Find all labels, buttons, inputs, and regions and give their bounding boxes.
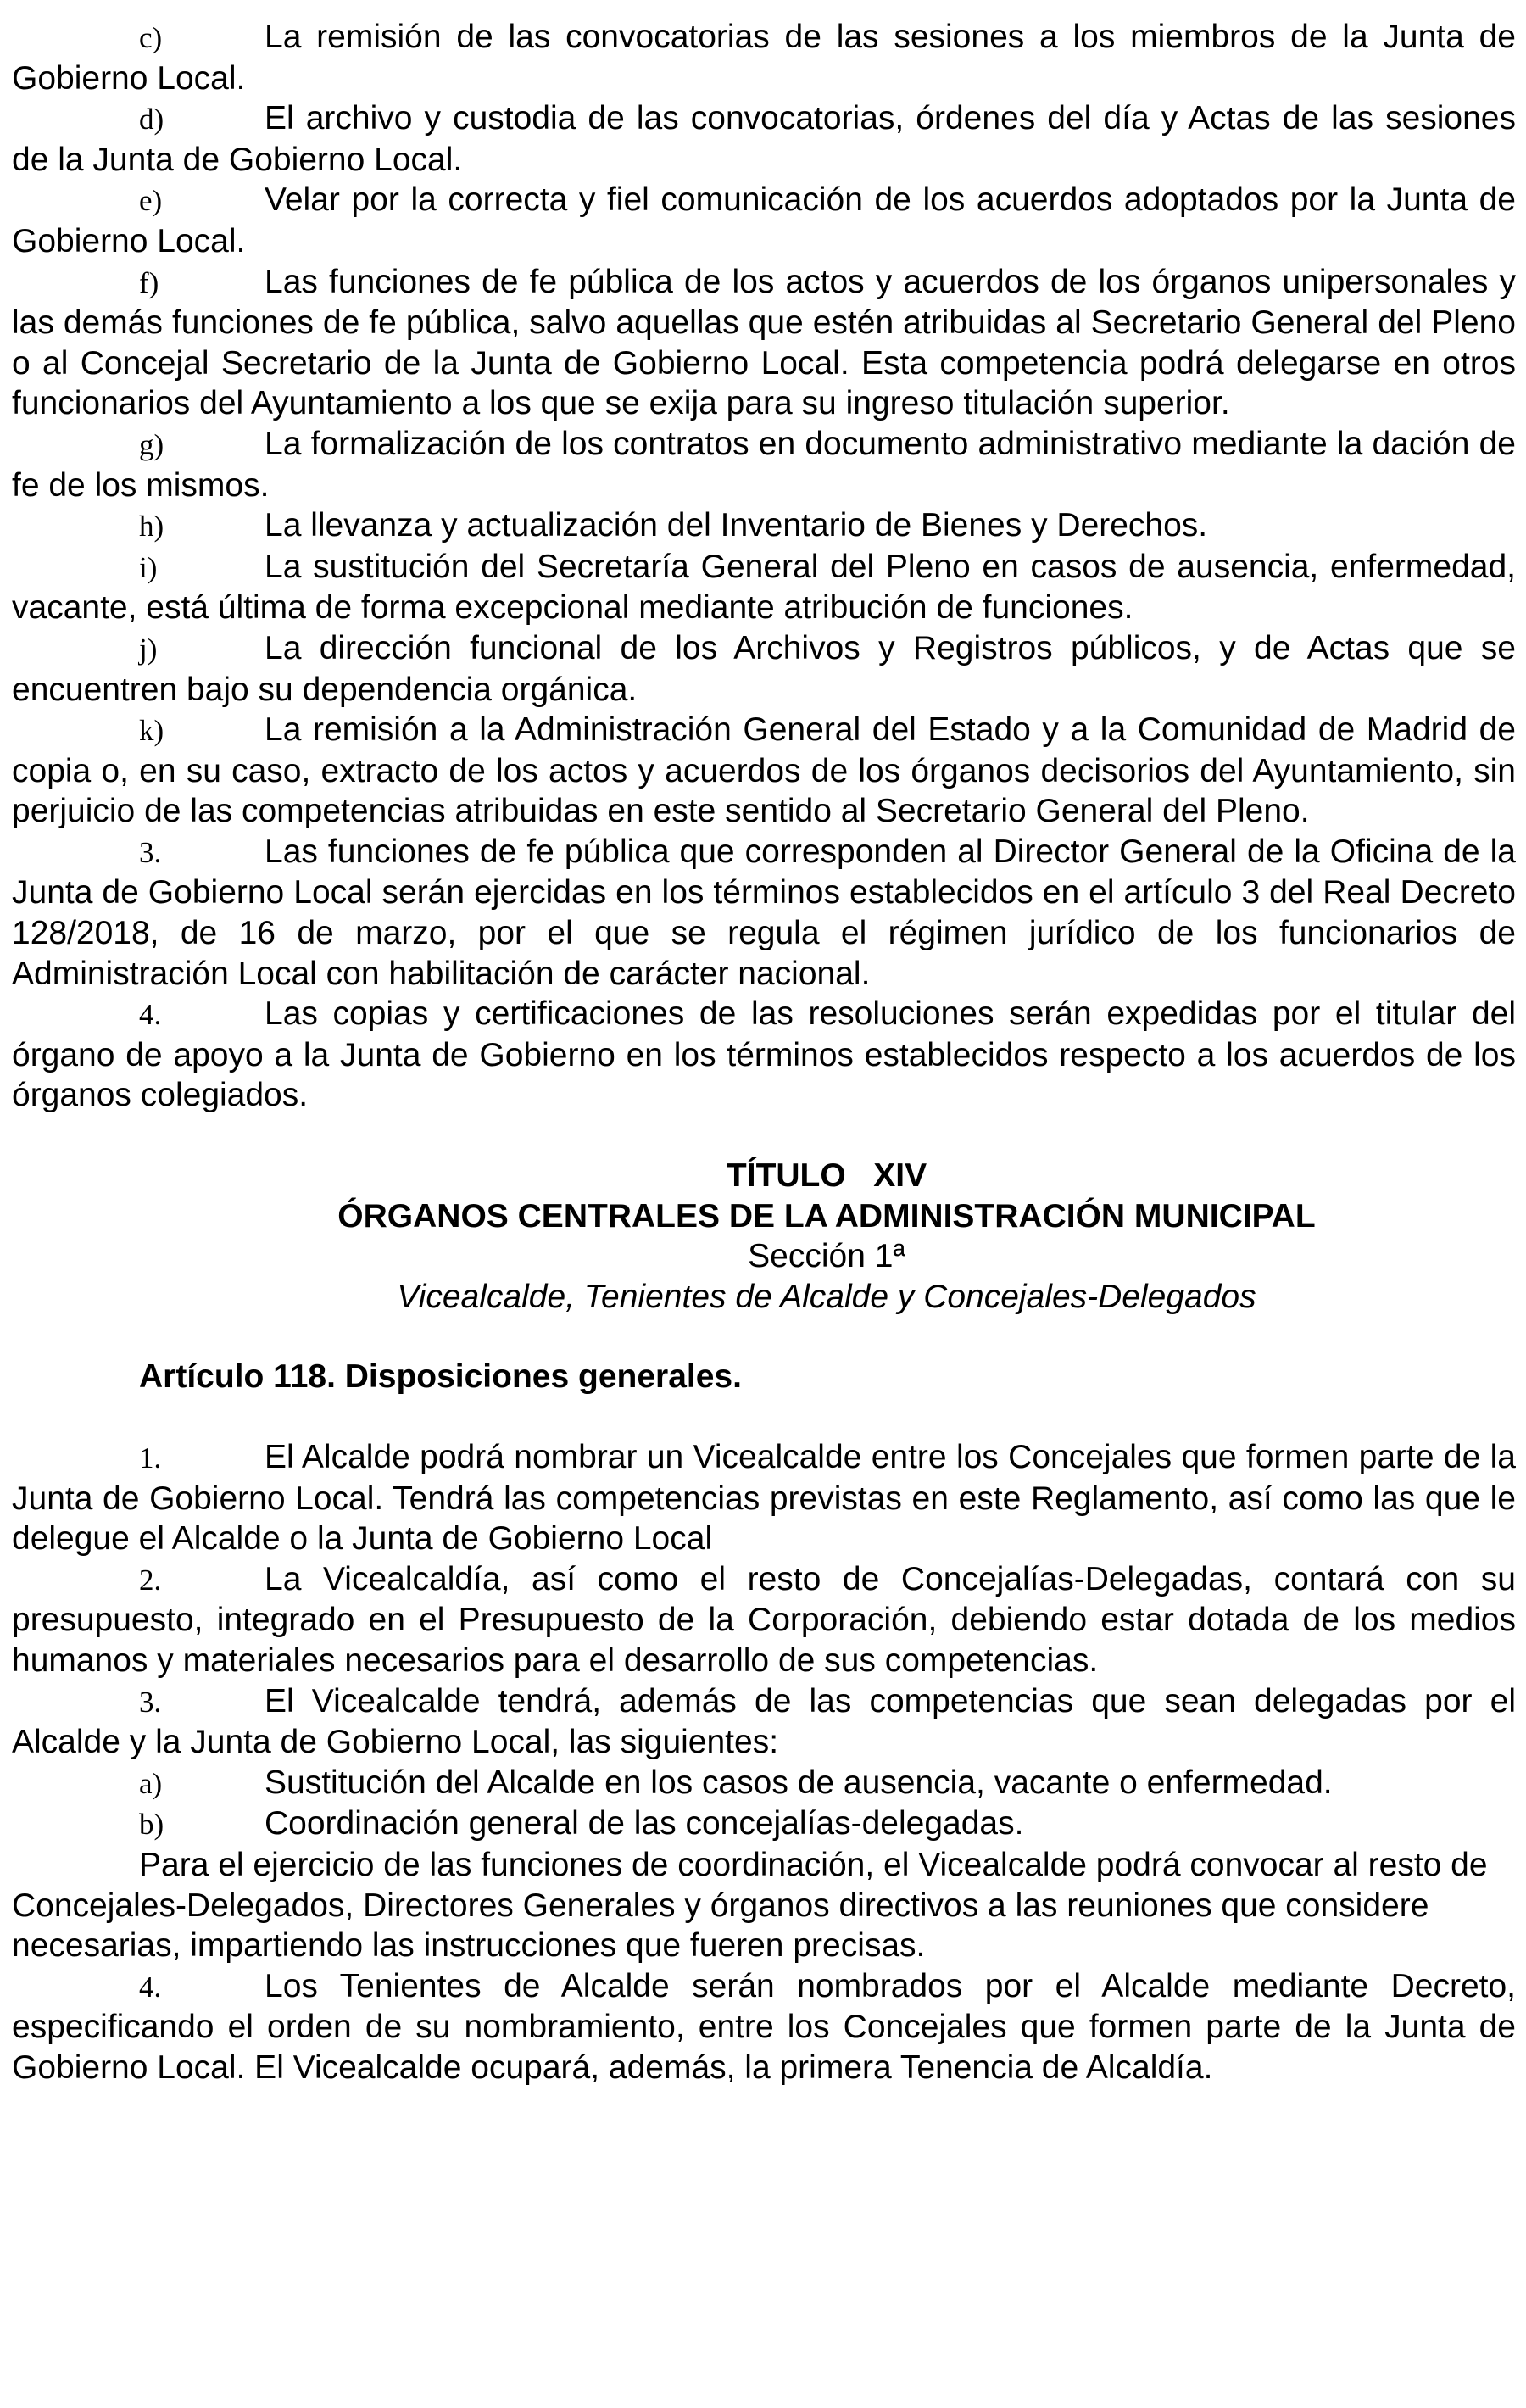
section-label: Sección 1ª xyxy=(748,1238,905,1275)
list-marker: h) xyxy=(139,510,164,543)
list-marker: 1. xyxy=(139,1441,162,1474)
list-item xyxy=(12,1763,1516,1804)
list-item xyxy=(12,17,1516,98)
list-item-text: Las funciones de fe pública que corresponden al Director General de la Oficina de la Junta de Gobierno Local serán ejercidas en los términos establecidos en el artículo 3 del Real Decreto 128/2018, de 16 de marzo, por el que se regula el régimen jurídico de los funcionarios de Administración Local con habilitación de carácter nacional. xyxy=(12,833,1516,992)
list-item xyxy=(12,424,1516,505)
list-item xyxy=(12,1803,1516,1845)
section-subtitle: Vicealcalde, Tenientes de Alcalde y Concejales-Delegados xyxy=(397,1278,1256,1315)
list-item-text: La Vicealcaldía, así como el resto de Concejalías-Delegadas, contará con su presupuesto, integrado en el Presupuesto de la Corporación, debiendo estar dotada de los medios humanos y materiales necesarios para el desarrollo de sus competencias. xyxy=(12,1560,1516,1679)
list-marker: 3. xyxy=(139,835,162,869)
article-heading: Artículo 118. Disposiciones generales. xyxy=(139,1358,742,1396)
list-marker: 4. xyxy=(139,1970,162,2004)
list-marker: c) xyxy=(139,21,163,54)
list-item xyxy=(12,505,1516,547)
coordination-paragraph: Para el ejercicio de las funciones de coordinación, el Vicealcalde podrá convocar al resto de Concejales-Delegados, Directores Generales y órganos directivos a las reuniones que considere necesarias, impartiendo las instrucciones que fueren precisas. xyxy=(12,1846,1488,1965)
list-item xyxy=(12,98,1516,180)
list-item xyxy=(12,1681,1516,1763)
list-item-text: El Vicealcalde tendrá, además de las competencias que sean delegadas por el Alcalde y la Junta de Gobierno Local, las siguientes: xyxy=(12,1682,1516,1761)
document-page xyxy=(12,17,1516,2088)
list-item-text: El archivo y custodia de las convocatorias, órdenes del día y Actas de las sesiones de la Junta de Gobierno Local. xyxy=(12,100,1516,178)
list-marker: e) xyxy=(139,184,163,218)
list-marker: i) xyxy=(139,550,158,584)
list-marker: j) xyxy=(139,632,158,666)
list-marker: 2. xyxy=(139,1563,162,1597)
list-marker: f) xyxy=(139,265,159,299)
list-item xyxy=(12,628,1516,710)
list-item xyxy=(12,1437,1516,1559)
list-marker: k) xyxy=(139,714,164,748)
list-item xyxy=(12,710,1516,832)
list-item xyxy=(12,547,1516,628)
list-item-text: La remisión de las convocatorias de las sesiones a los miembros de la Junta de Gobierno Local. xyxy=(12,19,1516,97)
list-item xyxy=(12,832,1516,994)
list-item xyxy=(12,1559,1516,1681)
list-item xyxy=(12,262,1516,424)
list-item-text: Sustitución del Alcalde en los casos de ausencia, vacante o enfermedad. xyxy=(265,1764,1333,1801)
list-item-text: Las funciones de fe pública de los actos y acuerdos de los órganos unipersonales y las demás funciones de fe pública, salvo aquellas que estén atribuidas al Secretario General del Pleno o al Concejal Secretario de la Junta de Gobierno Local. Esta competencia podrá delegarse en otros funcionarios del Ayuntamiento a los que se exija para su ingreso titulación superior. xyxy=(12,263,1516,422)
list-item xyxy=(12,994,1516,1116)
list-marker: 4. xyxy=(139,998,162,1032)
list-marker: a) xyxy=(139,1766,163,1800)
list-item-text: Las copias y certificaciones de las resoluciones serán expedidas por el titular del órgano de apoyo a la Junta de Gobierno en los términos establecidos respecto a los acuerdos de los órganos colegiados. xyxy=(12,995,1516,1114)
title-block xyxy=(12,1156,1516,1317)
list-marker: 3. xyxy=(139,1685,162,1719)
list-item xyxy=(12,180,1516,261)
list-item-text: El Alcalde podrá nombrar un Vicealcalde entre los Concejales que formen parte de la Junta de Gobierno Local. Tendrá las competencias previstas en este Reglamento, así como las que le delegue el Alcalde o la Junta de Gobierno Local xyxy=(12,1439,1516,1558)
list-item-text: La llevanza y actualización del Inventario de Bienes y Derechos. xyxy=(265,507,1208,544)
title-number: TÍTULO XIV xyxy=(726,1157,927,1195)
title-heading: ÓRGANOS CENTRALES DE LA ADMINISTRACIÓN MUNICIPAL xyxy=(337,1197,1316,1235)
list-section-b xyxy=(12,1437,1516,2088)
list-item-text: La remisión a la Administración General del Estado y a la Comunidad de Madrid de copia o, en su caso, extracto de los actos y acuerdos de los órganos decisorios del Ayuntamiento, sin perjuicio de las competencias atribuidas en este sentido al Secretario General del Pleno. xyxy=(12,711,1516,830)
list-marker: d) xyxy=(139,103,164,137)
list-marker: g) xyxy=(139,427,164,461)
list-item-text: Velar por la correcta y fiel comunicación de los acuerdos adoptados por la Junta de Gobierno Local. xyxy=(12,181,1516,259)
list-item-text: Coordinación general de las concejalías-delegadas. xyxy=(265,1805,1024,1842)
list-item-text: Los Tenientes de Alcalde serán nombrados por el Alcalde mediante Decreto, especificando el orden de su nombramiento, entre los Concejales que formen parte de la Junta de Gobierno Local. El Vicealcalde ocupará, además, la primera Tenencia de Alcaldía. xyxy=(12,1967,1516,2086)
list-marker: b) xyxy=(139,1808,164,1842)
list-item-text: La dirección funcional de los Archivos y Registros públicos, y de Actas que se encuentren bajo su dependencia orgánica. xyxy=(12,629,1516,708)
list-item-text: La sustitución del Secretaría General del Pleno en casos de ausencia, enfermedad, vacante, está última de forma excepcional mediante atribución de funciones. xyxy=(12,548,1516,627)
list-section-a xyxy=(12,17,1516,1116)
list-item xyxy=(12,1966,1516,2088)
list-item-text: La formalización de los contratos en documento administrativo mediante la dación de fe de los mismos. xyxy=(12,425,1516,504)
